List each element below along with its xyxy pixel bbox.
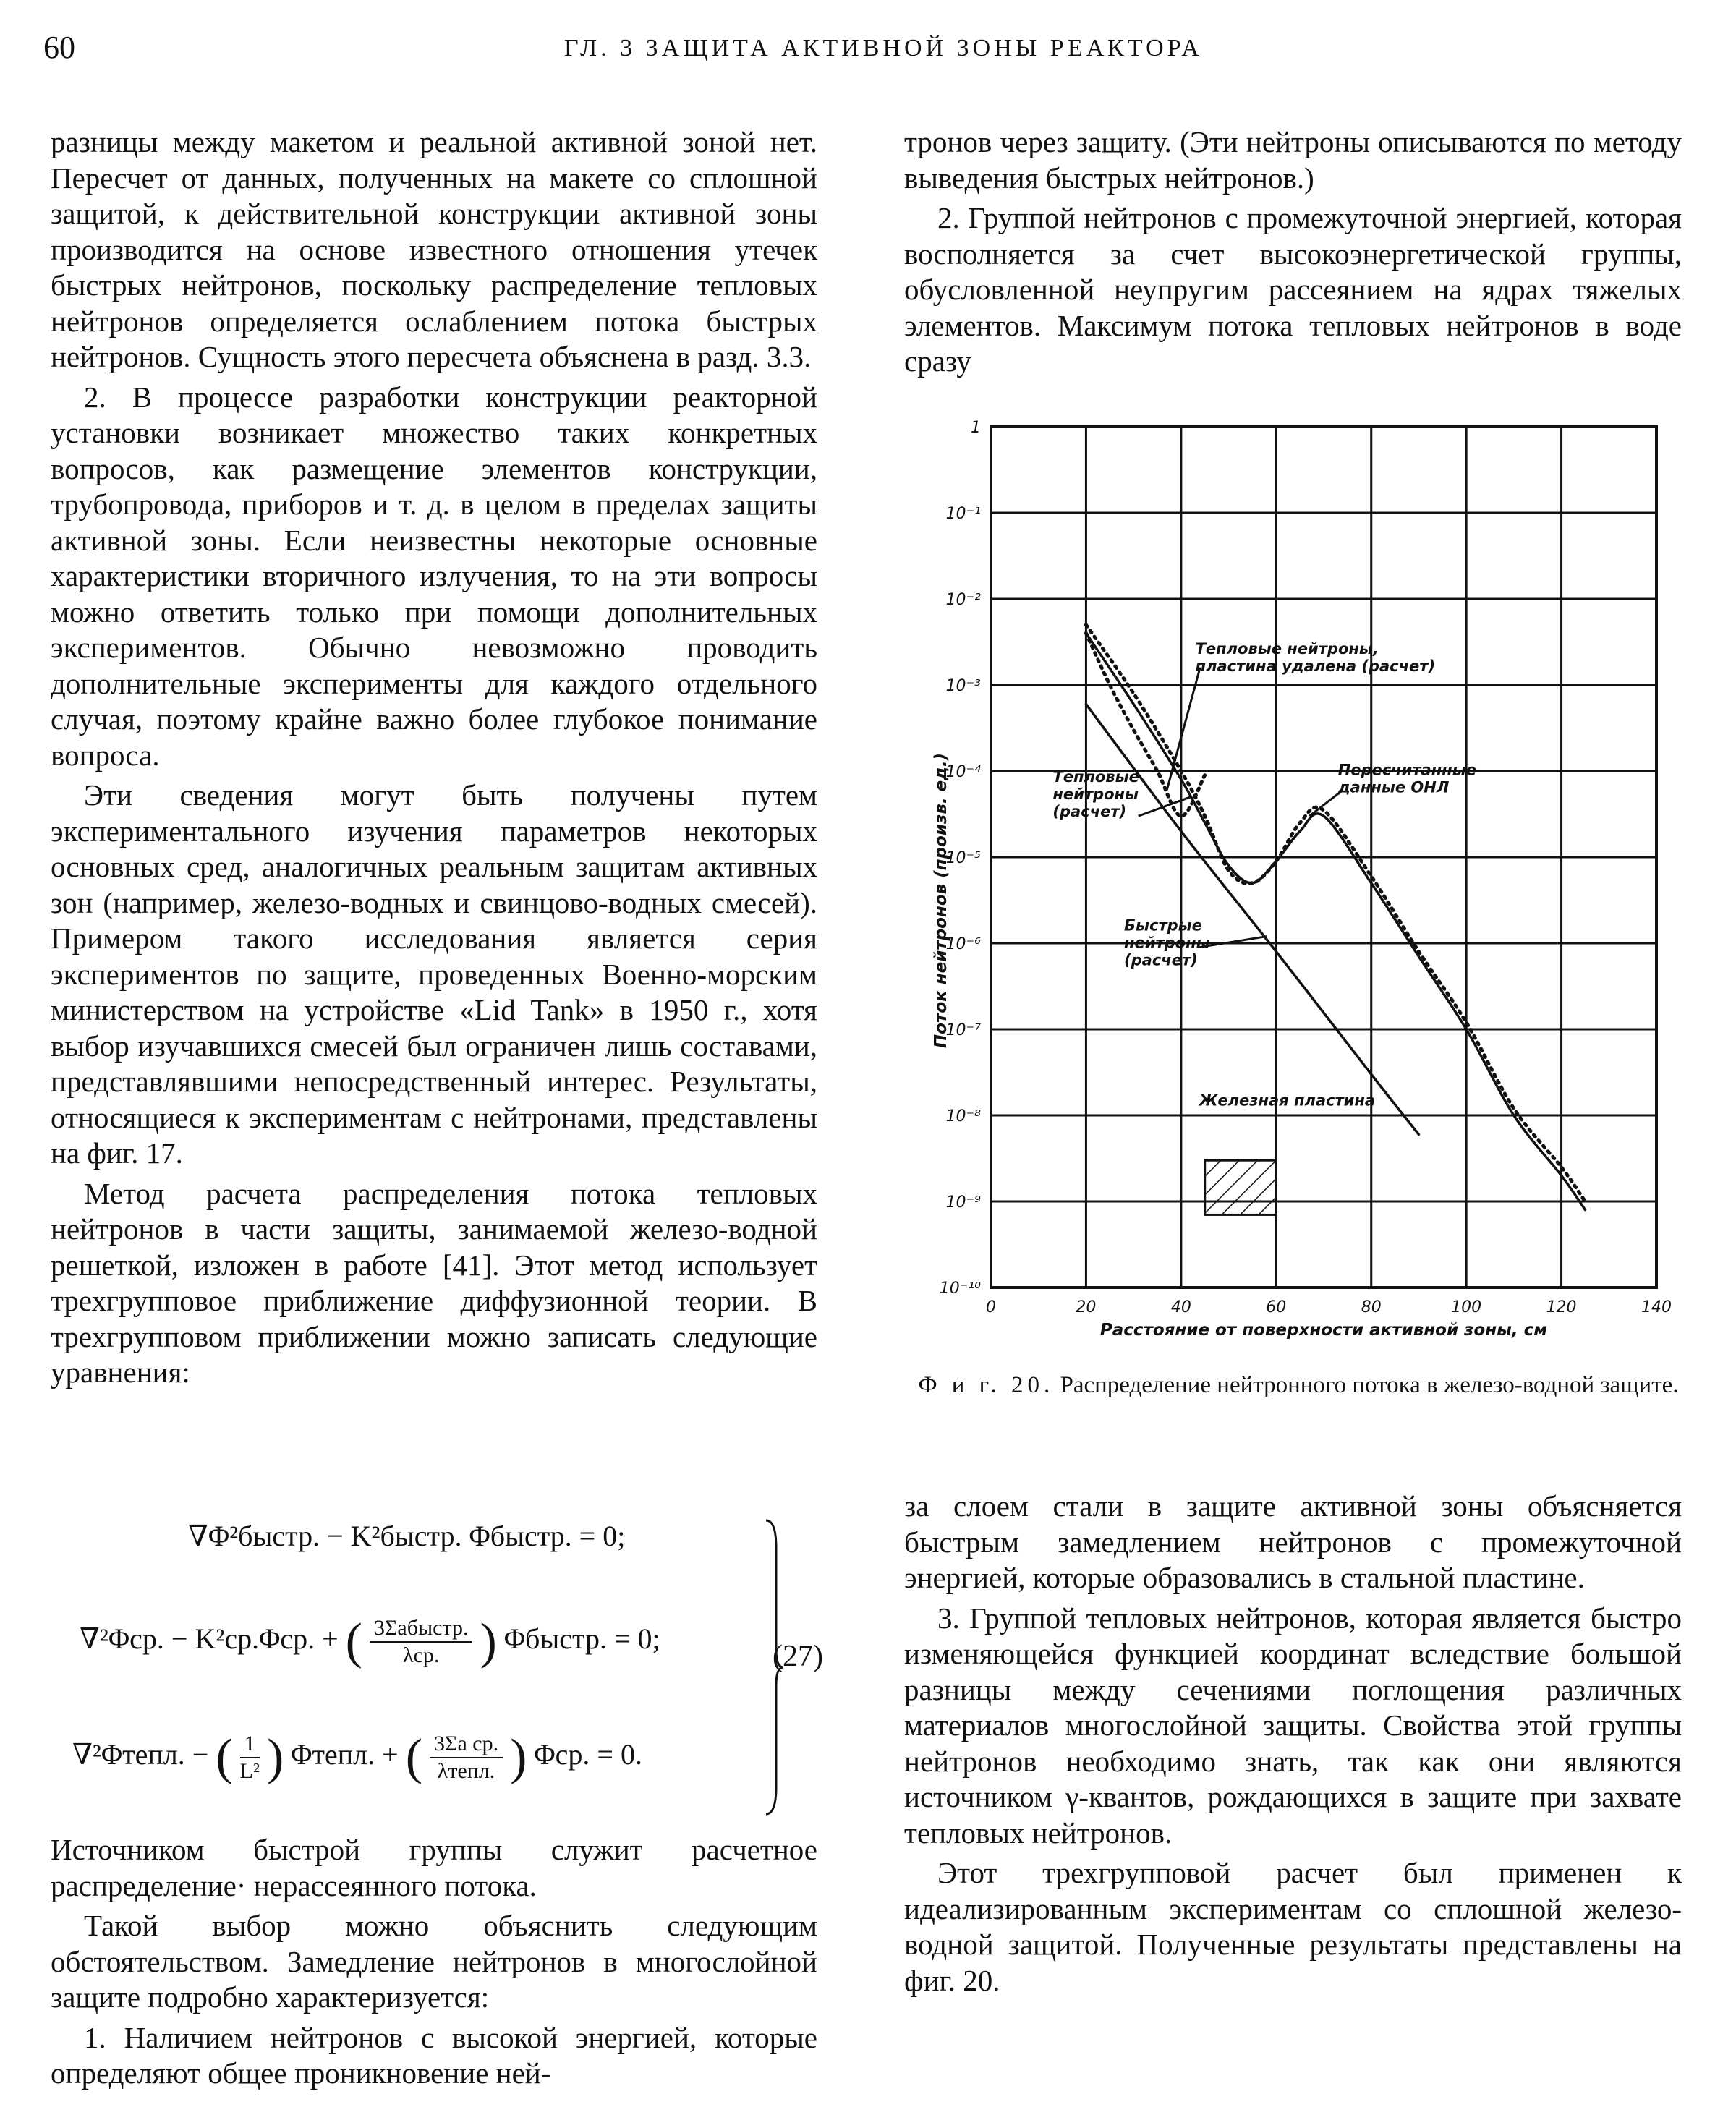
annotation-line: (расчет) — [1124, 951, 1198, 969]
fraction-denominator: λтепл. — [437, 1759, 495, 1783]
y-tick-label: 10⁻³ — [945, 677, 981, 695]
x-tick-label: 20 — [1076, 1298, 1097, 1316]
paragraph: 1. Наличием нейтронов с высокой энергией, которые определяют общее проникновение ней- — [51, 2020, 817, 2090]
equation-3-mid: Φтепл. + — [291, 1738, 399, 1771]
equation-3-right: Φср. = 0. — [534, 1738, 642, 1771]
annotation-line: нейтроны — [1052, 785, 1139, 803]
y-tick-label: 10⁻⁸ — [945, 1107, 981, 1125]
y-tick-label: 10⁻⁷ — [945, 1021, 981, 1039]
y-tick-label: 10⁻⁴ — [945, 763, 981, 781]
annotation-fast-calc — [1124, 917, 1210, 969]
x-tick-label: 40 — [1170, 1298, 1191, 1316]
annotation-line: пластина удалена (расчет) — [1195, 657, 1436, 675]
page-number: 60 — [43, 30, 75, 65]
equation-3-fraction-1 — [240, 1731, 260, 1784]
equation-3-left: ∇²Φтепл. − — [72, 1738, 209, 1771]
paragraph: 2. Группой нейтронов с промежуточной энергией, которая восполняется за счет высокоэнергетической группы, обусловленной неупругим рассеянием на ядрах тяжелых элементов. Максимум потока тепловых нейтронов в воде сразу — [904, 201, 1682, 378]
equation-block-27 — [51, 1512, 832, 1823]
y-tick-label: 10⁻⁹ — [945, 1193, 981, 1212]
fraction-numerator: 1 — [240, 1731, 260, 1758]
paragraph: тронов через защиту. (Эти нейтроны описываются по методу выведения быстрых нейтронов.) — [904, 125, 1682, 195]
y-tick-label: 10⁻² — [945, 591, 981, 609]
annotation-line: данные ОНЛ — [1337, 778, 1450, 796]
annotation-line: Тепловые — [1052, 767, 1139, 786]
right-column-bottom — [904, 1489, 1682, 2003]
neutron-flux-chart — [919, 412, 1685, 1374]
iron-plate-label: Железная пластина — [1199, 1091, 1376, 1110]
y-tick-label: 10⁻¹ — [945, 505, 981, 523]
x-tick-label: 100 — [1451, 1298, 1482, 1316]
equation-2-left: ∇²Φср. − K²ср.Φср. + — [80, 1622, 339, 1656]
paragraph: Такой выбор можно объяснить следующим обстоятельством. Замедление нейтронов в многослойной защите подробно характеризуется: — [51, 1909, 817, 2014]
page-header — [43, 29, 1678, 80]
annotation-line: (расчет) — [1052, 802, 1127, 820]
equation-1: ∇Φ²быстр. − K²быстр. Φбыстр. = 0; — [188, 1520, 626, 1552]
fraction-numerator: 3Σaбыстр. — [370, 1615, 473, 1643]
paragraph: 2. В процессе разработки конструкции реакторной установки возникает множество таких конкретных вопросов, как размещение элементов конструкции, трубопровода, приборов и т. д. в целом в пределах защиты активной зоны. Если неизвестны некоторые основные характеристики вторичного излучения, то на эти вопросы можно ответить только при помощи дополнительных экспериментов. Обычно невозможно проводить дополнительные эксперименты для каждого отдельного случая, поэтому крайне важно более глубокое понимание вопроса. — [51, 380, 817, 772]
x-tick-label: 80 — [1361, 1298, 1382, 1316]
paragraph: Эти сведения могут быть получены путем экспериментального изучения параметров некоторых основных сред, аналогичных реальным защитам активных зон (например, железо-водных и свинцово-водных смесей). Примером такого исследования является серия экспериментов по защите, проведенных Военно-морским министерством на устройстве «Lid Tank» в 1950 г., хотя выбор изучавшихся смесей был ограничен лишь составами, представлявшими непосредственный интерес. Результаты, относящиеся к экспериментам с нейтронами, представлены на фиг. 17. — [51, 778, 817, 1170]
caption-text: Распределение нейтронного потока в железо-водной защите. — [1060, 1372, 1679, 1398]
annotation-line: Пересчитанные — [1337, 761, 1476, 779]
annotation-line: Быстрые — [1124, 916, 1202, 935]
iron-plate-hatch — [1205, 1160, 1277, 1214]
leader-line — [1200, 937, 1267, 948]
paragraph: Этот трехгрупповой расчет был применен к идеализированным экспериментам со сплошной железо-водной защитой. Полученные результаты представлены на фиг. 20. — [904, 1856, 1682, 1997]
equation-3: ∇²Φтепл. − ( $\frac{1}{\text{L²}}$ ) Φтепл. + ( $\frac{\text{3Σa ср.}}{\text{λтепл.}}$ ) Φср. = 0. — [72, 1729, 642, 1785]
annotation-line: нейтроны — [1124, 934, 1210, 952]
paragraph: за слоем стали в защите активной зоны объясняется быстрым замедлением нейтронов с промежуточной энергией, которые образовались в стальной пластине. — [904, 1489, 1682, 1594]
equation-2-fraction — [370, 1615, 473, 1669]
y-tick-label: 10⁻¹⁰ — [939, 1280, 981, 1298]
x-tick-label: 0 — [986, 1298, 996, 1316]
equation-2: ∇²Φср. − K²ср.Φср. + ( $\frac{\text{3Σaбыстр.}}{\text{λср.}}$ ) Φбыстр. = 0; — [80, 1614, 660, 1669]
x-tick-label: 60 — [1266, 1298, 1287, 1316]
figure-caption — [911, 1371, 1685, 1400]
equation-3-fraction-2 — [430, 1731, 503, 1784]
fraction-denominator: L² — [239, 1759, 260, 1783]
y-tick-label: 1 — [971, 419, 981, 437]
left-column — [51, 124, 817, 1395]
y-tick-label: 10⁻⁵ — [945, 849, 981, 867]
paragraph: Источником быстрой группы служит расчетное распределение· нерассеянного потока. — [51, 1833, 817, 1902]
annotation-thermal-plate-removed — [1196, 640, 1436, 675]
equation-number: (27) — [773, 1640, 823, 1673]
caption-label: Ф и г. 20. — [918, 1372, 1055, 1398]
running-head: ГЛ. 3 ЗАЩИТА АКТИВНОЙ ЗОНЫ РЕАКТОРА — [564, 35, 1203, 61]
annotation-onl-data — [1337, 761, 1476, 796]
paragraph: разницы между макетом и реальной активной зоной нет. Пересчет от данных, полученных на макете со сплошной защитой, к действительной конструкции активной зоны производится на основе известного отношения утечек быстрых нейтронов, поскольку распределение тепловых нейтронов определяется ослаблением потока быстрых нейтронов. Сущность этого пересчета объяснена в разд. 3.3. — [51, 125, 817, 373]
paragraph: 3. Группой тепловых нейтронов, которая является быстро изменяющейся функцией координат вследствие большой разницы между сечениями поглощения различных материалов многослойной защиты. Свойства этой группы нейтронов необходимо знать, так как они являются источником γ-квантов, рождающихся в защите при захвате тепловых нейтронов. — [904, 1601, 1682, 1850]
annotation-thermal-calc — [1052, 768, 1139, 820]
annotation-line: Тепловые нейтроны, — [1195, 639, 1379, 657]
x-tick-label: 120 — [1546, 1298, 1577, 1316]
figure-20 — [919, 412, 1685, 1374]
y-axis-title: Поток нейтронов (произв. ед.) — [932, 752, 950, 1049]
y-tick-label: 10⁻⁶ — [945, 935, 981, 953]
left-column-after-equations — [51, 1832, 817, 2096]
right-column-top — [904, 124, 1682, 384]
x-tick-label: 140 — [1641, 1298, 1672, 1316]
fraction-denominator: λср. — [403, 1643, 440, 1667]
leader-line — [1139, 797, 1191, 816]
equation-2-right: Φбыстр. = 0; — [503, 1622, 660, 1656]
fraction-numerator: 3Σa ср. — [430, 1731, 503, 1758]
x-axis-title: Расстояние от поверхности активной зоны, см — [1099, 1321, 1548, 1340]
paragraph: Метод расчета распределения потока тепловых нейтронов в части защиты, занимаемой железо-водной решеткой, изложен в работе [41]. Этот метод использует трехгрупповое приближение диффузионной теории. В трехгрупповом приближении можно записать следующие уравнения: — [51, 1176, 817, 1389]
